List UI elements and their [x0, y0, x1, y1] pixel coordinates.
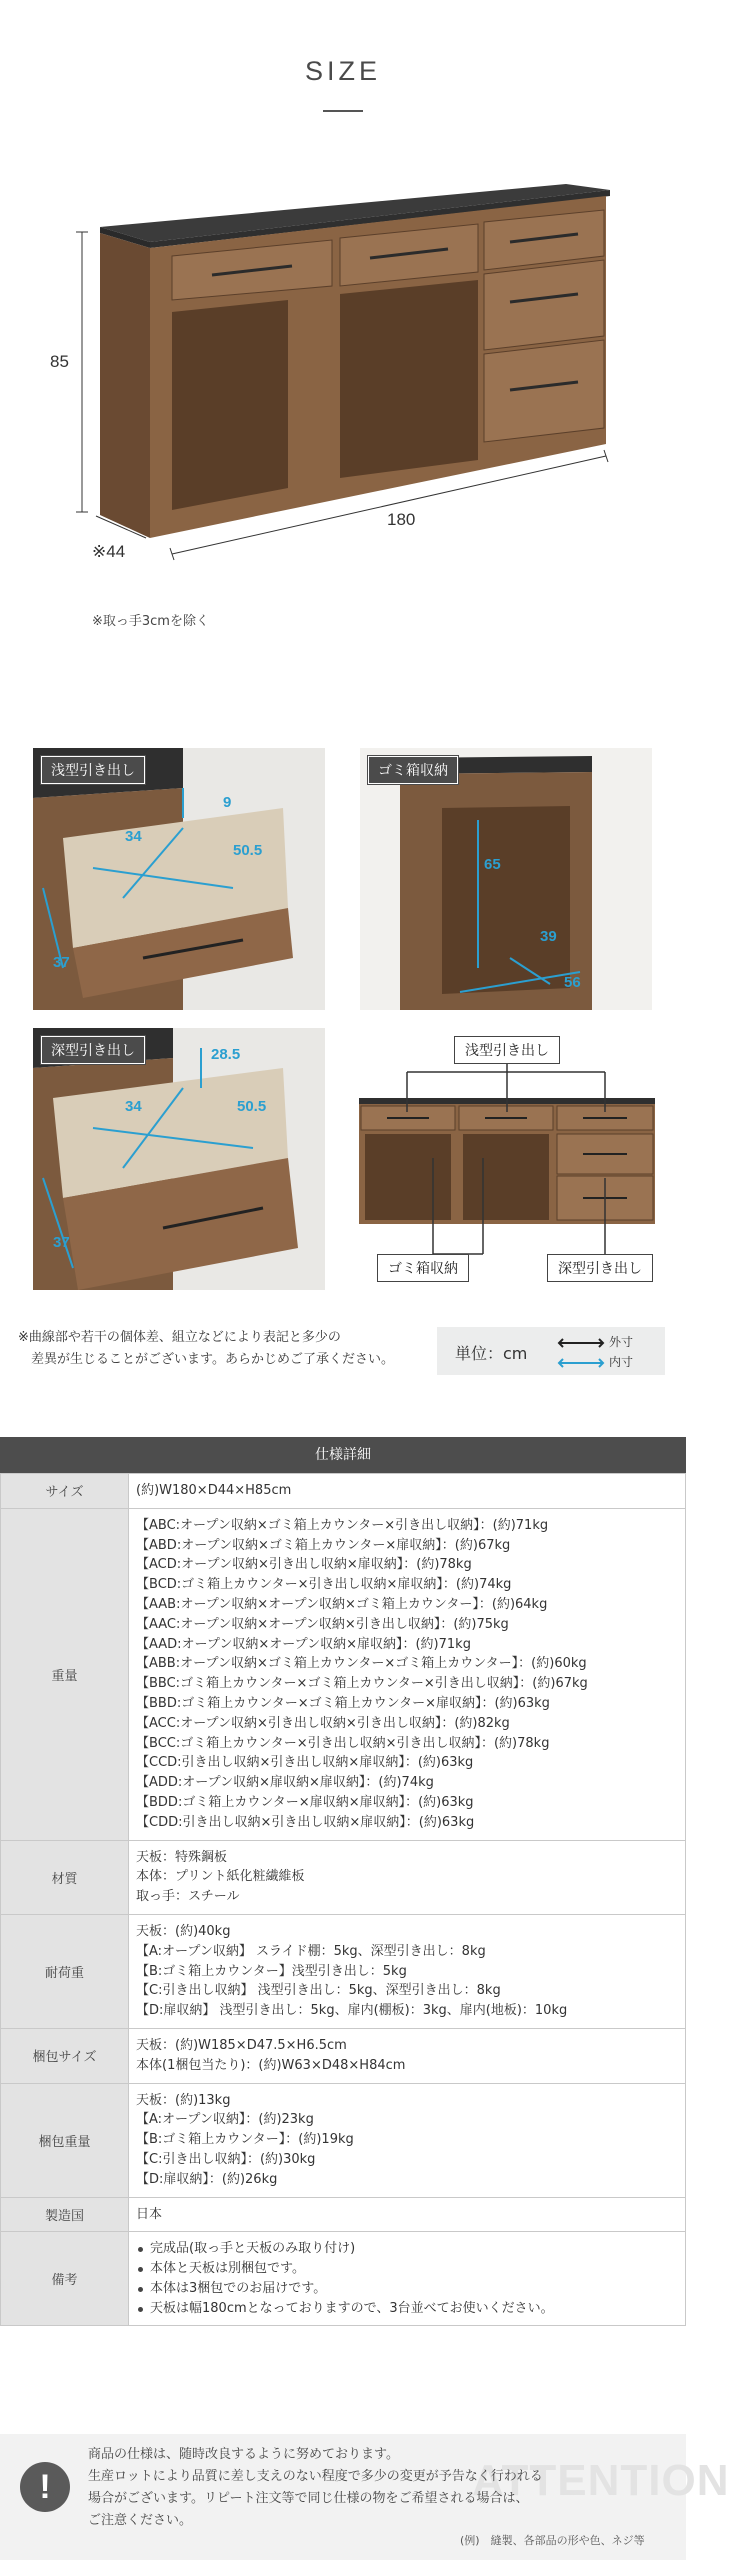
spec-label: 重量	[1, 1508, 129, 1840]
width-label: 180	[387, 510, 416, 529]
spec-bullet-list	[136, 2239, 679, 2318]
spec-table	[0, 1473, 686, 2326]
shallow-drawer-drawing	[33, 748, 325, 1010]
attention-line-3: 場合がございます。リピート注文等で同じ仕様の物をご希望される場合は、	[88, 2491, 529, 2506]
deep-length-50: 50.5	[237, 1098, 267, 1115]
spec-label: 梱包重量	[1, 2083, 129, 2197]
spec-row	[1, 1840, 686, 1914]
spec-line: 【BDD:ゴミ箱上カウンター×扉収納×扉収納】：(約)63kg	[136, 1794, 474, 1810]
spec-line: 【C:引き出し収納】：(約)30kg	[136, 2151, 316, 2167]
spec-label: 材質	[1, 1840, 129, 1914]
deep-depth-28: 28.5	[211, 1046, 241, 1063]
tile-overview	[357, 1028, 657, 1290]
spec-line: 【BCD:ゴミ箱上カウンター×引き出し収納×扉収納】：(約)74kg	[136, 1577, 512, 1593]
attention-line-4: ご注意ください。	[88, 2513, 193, 2528]
spec-line: 取っ手：スチール	[136, 1889, 240, 1905]
spec-label: サイズ	[1, 1474, 129, 1509]
spec-line: 【D:扉収納】：(約)26kg	[136, 2171, 278, 2187]
spec-line: 【ACD:オープン収納×引き出し収納×扉収納】：(約)78kg	[136, 1557, 472, 1573]
deep-width-34: 34	[125, 1098, 142, 1115]
disclaimer-line-2: 差異が生じることがございます。あらかじめご了承ください。	[18, 1352, 394, 1367]
tile-deep-drawer	[33, 1028, 325, 1290]
spec-label: 梱包サイズ	[1, 2028, 129, 2083]
spec-line: 【BBC:ゴミ箱上カウンター×ゴミ箱上カウンター×引き出し収納】：(約)67kg	[136, 1676, 588, 1692]
deep-outer-37: 37	[53, 1234, 70, 1251]
disclaimer	[18, 1327, 428, 1371]
outer-arrow-icon	[557, 1338, 605, 1348]
attention-line-2: 生産ロットにより品質に差し支えのない程度で多少の変更が予告なく行われる	[88, 2469, 543, 2484]
spec-heading: 仕様詳細	[0, 1437, 686, 1473]
spec-bullet-item: 本体は3梱包でのお届けです。	[136, 2279, 679, 2299]
exclamation-icon: !	[20, 2462, 70, 2512]
spec-line: 【BBD:ゴミ箱上カウンター×ゴミ箱上カウンター×扉収納】：(約)63kg	[136, 1695, 550, 1711]
legend-outer	[557, 1333, 633, 1350]
tile-deep-tag: 深型引き出し	[41, 1036, 145, 1064]
shallow-outer-37: 37	[53, 954, 70, 971]
legend-outer-label: 外寸	[609, 1335, 634, 1349]
spec-section	[0, 1437, 686, 2326]
attention-box	[0, 2434, 730, 2560]
spec-line: 本体：プリント紙化粧繊維板	[136, 1869, 305, 1885]
page-title: SIZE	[304, 56, 381, 86]
spec-line: 【AAB:オープン収納×オープン収納×ゴミ箱上カウンター】：(約)64kg	[136, 1596, 548, 1612]
spec-label: 備考	[1, 2232, 129, 2326]
depth-label: ※44	[92, 542, 126, 561]
trash-width-56: 56	[564, 974, 581, 991]
attention-watermark: ATTENTION	[472, 2456, 730, 2505]
callout-trash: ゴミ箱収納	[377, 1254, 469, 1282]
trash-storage-drawing	[360, 748, 652, 1010]
spec-bullet-item: 完成品(取っ手と天板のみ取り付け)	[136, 2239, 679, 2259]
shallow-width-34: 34	[125, 828, 142, 845]
spec-line: 【ACC:オープン収納×引き出し収納×引き出し収納】：(約)82kg	[136, 1715, 510, 1731]
attention-line-1: 商品の仕様は、随時改良するように努めております。	[88, 2447, 399, 2462]
spec-label: 製造国	[1, 2197, 129, 2232]
spec-line: 天板：(約)W185×D47.5×H6.5cm	[136, 2037, 347, 2053]
spec-value	[129, 1914, 686, 2028]
shallow-length-50: 50.5	[233, 842, 263, 859]
shallow-depth-9: 9	[223, 794, 232, 811]
height-label: 85	[50, 352, 69, 371]
spec-row	[1, 1914, 686, 2028]
spec-line: 【CDD:引き出し収納×引き出し収納×扉収納】：(約)63kg	[136, 1814, 475, 1830]
disclaimer-line-1: ※曲線部や若干の個体差、組立などにより表記と多少の	[18, 1330, 341, 1345]
legend-inner	[557, 1353, 633, 1370]
spec-value	[129, 1474, 686, 1509]
legend-inner-label: 内寸	[609, 1355, 634, 1369]
desk-dimension-illustration	[0, 160, 686, 629]
spec-value	[129, 2232, 686, 2326]
spec-bullet-item: 本体と天板は別梱包です。	[136, 2259, 679, 2279]
spec-line: 【A:オープン収納】 スライド棚：5kg、深型引き出し：8kg	[136, 1943, 486, 1959]
spec-row	[1, 2083, 686, 2197]
unit-label: 単位：cm	[455, 1344, 528, 1363]
trash-depth-39: 39	[540, 928, 557, 945]
spec-row	[1, 1474, 686, 1509]
spec-bullet-item: 天板は幅180cmとなっておりますので、3台並べてお使いください。	[136, 2299, 679, 2319]
spec-value	[129, 2028, 686, 2083]
tile-trash-tag: ゴミ箱収納	[368, 756, 458, 784]
spec-row	[1, 1508, 686, 1840]
spec-line: 【B:ゴミ箱上カウンター】浅型引き出し：5kg	[136, 1963, 407, 1979]
trash-height-65: 65	[484, 856, 501, 873]
spec-line: 【ADD:オープン収納×扉収納×扉収納】：(約)74kg	[136, 1775, 434, 1791]
spec-value	[129, 2197, 686, 2232]
attention-text	[88, 2444, 558, 2532]
spec-value	[129, 2083, 686, 2197]
tile-shallow-drawer	[33, 748, 325, 1010]
inner-arrow-icon	[557, 1358, 605, 1368]
spec-line: 天板：特殊鋼板	[136, 1849, 228, 1865]
spec-line: 【BCC:ゴミ箱上カウンター×引き出し収納×引き出し収納】：(約)78kg	[136, 1735, 550, 1751]
spec-row	[1, 2028, 686, 2083]
spec-label: 耐荷重	[1, 1914, 129, 2028]
spec-line: 天板：(約)13kg	[136, 2092, 231, 2108]
spec-line: 【A:オープン収納】：(約)23kg	[136, 2112, 314, 2128]
spec-row	[1, 2197, 686, 2232]
spec-line: 【ABB:オープン収納×ゴミ箱上カウンター×ゴミ箱上カウンター】：(約)60kg	[136, 1656, 587, 1672]
spec-line: 【D:扉収納】 浅型引き出し：5kg、扉内(棚板)：3kg、扉内(地板)：10kg	[136, 2003, 568, 2019]
handle-note: ※取っ手3cmを除く	[92, 614, 209, 629]
spec-line: 【C:引き出し収納】 浅型引き出し：5kg、深型引き出し：8kg	[136, 1983, 501, 1999]
desk-drawing	[0, 160, 686, 600]
spec-line: 本体(1梱包当たり)：(約)W63×D48×H84cm	[136, 2057, 406, 2073]
callout-deep: 深型引き出し	[547, 1254, 653, 1282]
overview-drawing	[357, 1028, 657, 1290]
spec-line: 天板：(約)40kg	[136, 1923, 231, 1939]
tile-trash-storage	[360, 748, 652, 1010]
attention-footnote: (例) 縫製、各部品の形や色、ネジ等	[460, 2534, 645, 2547]
deep-drawer-drawing	[33, 1028, 325, 1290]
spec-value	[129, 1840, 686, 1914]
unit-legend	[437, 1327, 665, 1375]
spec-line: 【ABC:オープン収納×ゴミ箱上カウンター×引き出し収納】：(約)71kg	[136, 1517, 549, 1533]
spec-line: (約)W180×D44×H85cm	[136, 1483, 292, 1498]
spec-line: 日本	[136, 2206, 163, 2222]
spec-line: 【AAC:オープン収納×オープン収納×引き出し収納】：(約)75kg	[136, 1616, 509, 1632]
spec-line: 【AAD:オープン収納×オープン収納×扉収納】：(約)71kg	[136, 1636, 471, 1652]
title-underline	[323, 110, 363, 112]
callout-shallow: 浅型引き出し	[454, 1036, 560, 1064]
spec-line: 【ABD:オープン収納×ゴミ箱上カウンター×扉収納】：(約)67kg	[136, 1537, 511, 1553]
tile-shallow-tag: 浅型引き出し	[41, 756, 145, 784]
spec-line: 【B:ゴミ箱上カウンター】：(約)19kg	[136, 2132, 354, 2148]
spec-row	[1, 2232, 686, 2326]
spec-line: 【CCD:引き出し収納×引き出し収納×扉収納】：(約)63kg	[136, 1755, 474, 1771]
spec-value	[129, 1508, 686, 1840]
